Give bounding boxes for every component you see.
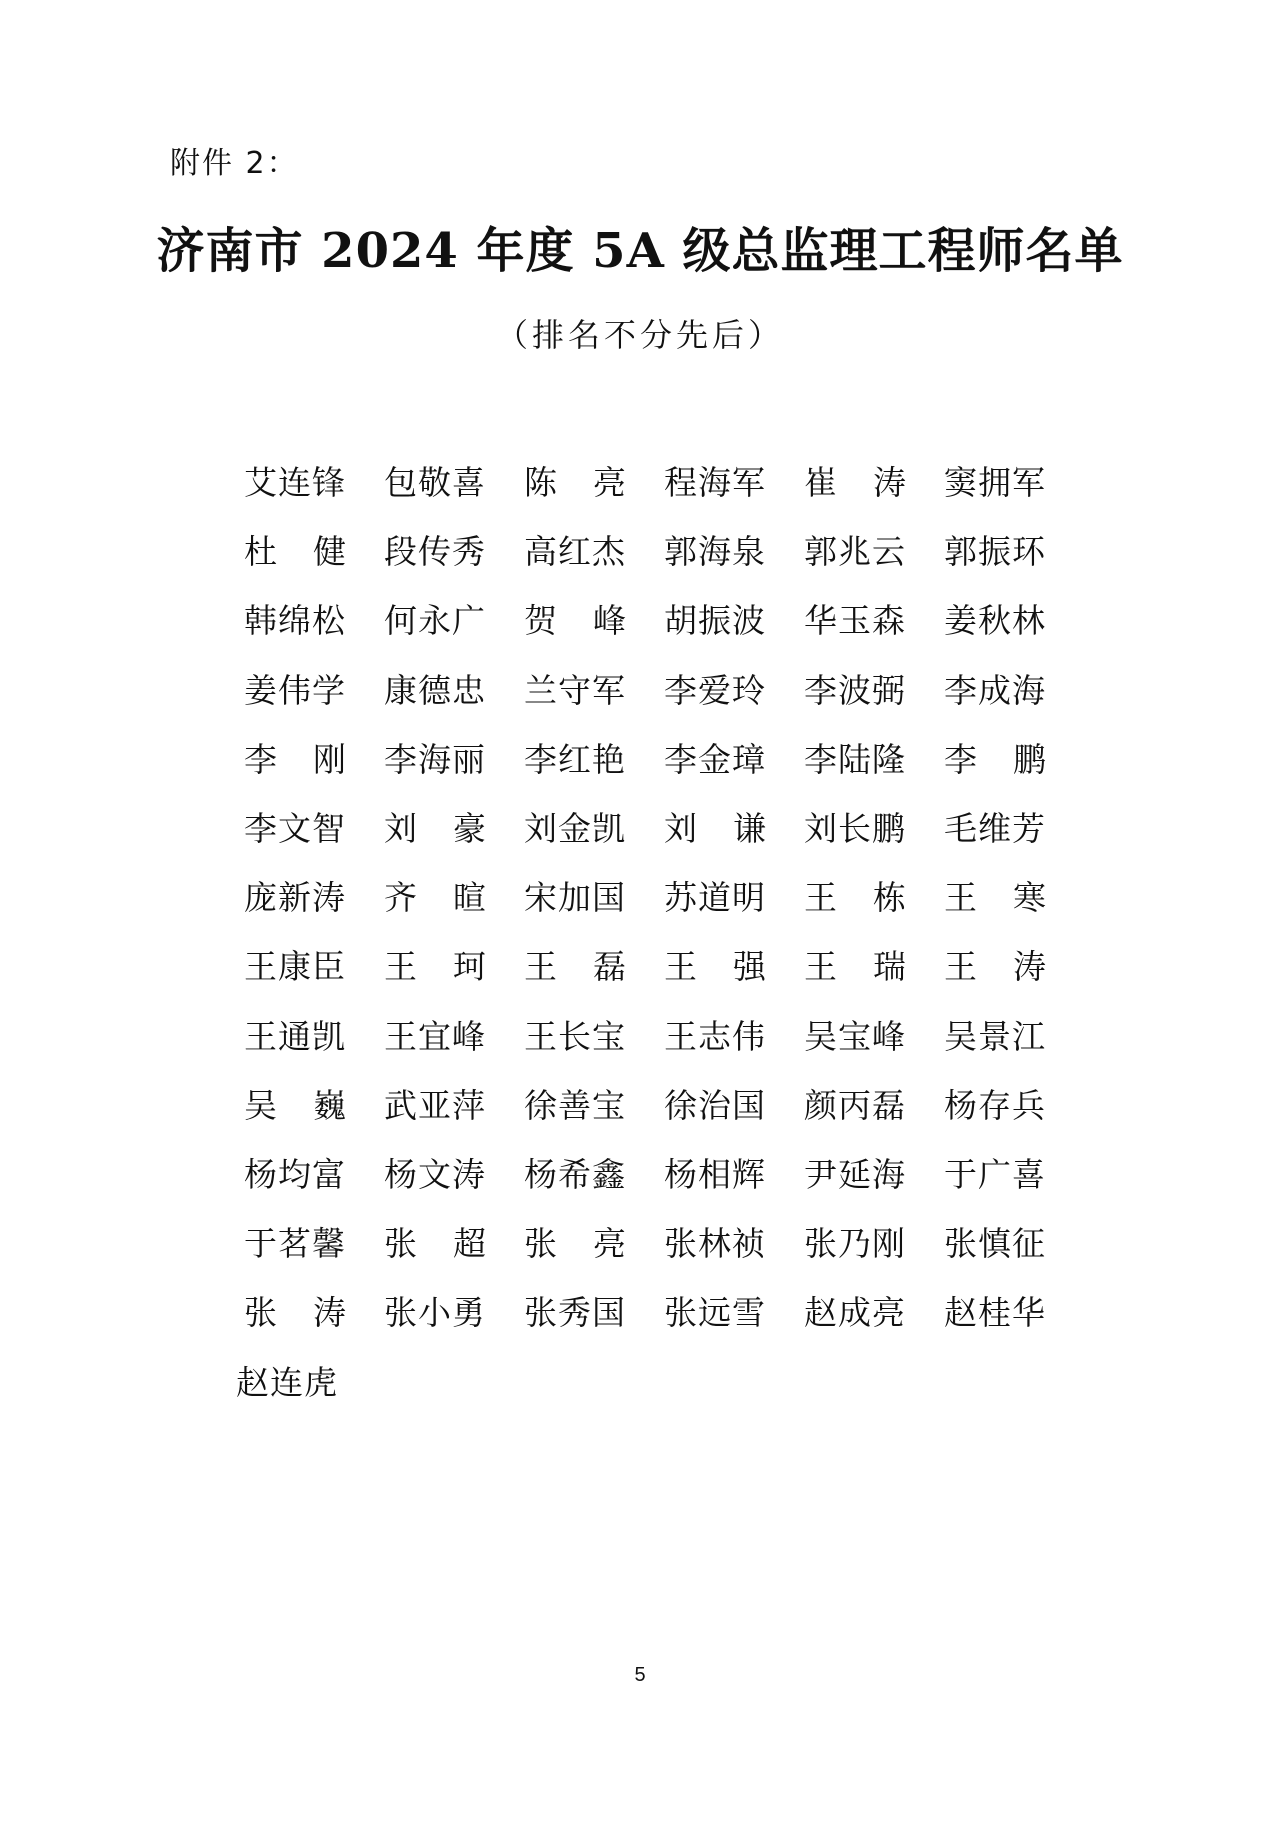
- name-entry: 赵成亮: [804, 1293, 906, 1333]
- name-entry: 张乃刚: [804, 1224, 906, 1264]
- document-title: 济南市 2024 年度 5A 级总监理工程师名单: [156, 223, 1124, 279]
- name-list: [236, 446, 1084, 1415]
- name-entry: 韩绵松: [244, 601, 346, 641]
- name-row: [244, 1207, 1084, 1276]
- name-entry: 杨希鑫: [524, 1154, 626, 1194]
- name-entry: 王 涛: [944, 947, 1046, 987]
- name-entry: 张远雪: [664, 1293, 766, 1333]
- name-entry: 李海丽: [384, 739, 486, 779]
- name-row: [244, 446, 1084, 515]
- name-entry: 李文智: [244, 809, 346, 849]
- name-entry: 徐治国: [664, 1085, 766, 1125]
- name-entry: 郭兆云: [804, 532, 906, 572]
- name-entry: 王长宝: [524, 1016, 626, 1056]
- name-row: [244, 654, 1084, 723]
- name-entry: 李陆隆: [804, 739, 906, 779]
- name-entry: 张林祯: [664, 1224, 766, 1264]
- name-entry: 姜秋林: [944, 601, 1046, 641]
- name-entry: 王 寒: [944, 878, 1046, 918]
- name-entry: 赵连虎: [236, 1362, 338, 1402]
- name-entry: 何永广: [384, 601, 486, 641]
- name-entry: 艾连锋: [244, 463, 346, 503]
- name-entry: 崔 涛: [804, 463, 906, 503]
- name-entry: 张小勇: [384, 1293, 486, 1333]
- name-entry: 齐 暄: [384, 878, 486, 918]
- name-entry: 张 亮: [524, 1224, 626, 1264]
- name-entry: 苏道明: [664, 878, 766, 918]
- name-entry: 杨相辉: [664, 1154, 766, 1194]
- name-entry: 李爱玲: [664, 670, 766, 710]
- name-row: [244, 723, 1084, 792]
- name-row: [244, 930, 1084, 999]
- name-row: [244, 1138, 1084, 1207]
- name-entry: 兰守军: [524, 670, 626, 710]
- name-entry: 尹延海: [804, 1154, 906, 1194]
- name-entry: 刘 谦: [664, 809, 766, 849]
- name-entry: 王通凯: [244, 1016, 346, 1056]
- name-entry: 李成海: [944, 670, 1046, 710]
- name-entry: 高红杰: [524, 532, 626, 572]
- name-entry: 吴景江: [944, 1016, 1046, 1056]
- name-entry: 王宜峰: [384, 1016, 486, 1056]
- name-entry: 程海军: [664, 463, 766, 503]
- name-entry: 宋加国: [524, 878, 626, 918]
- name-entry: 李红艳: [524, 739, 626, 779]
- attachment-label: 附件 2：: [170, 146, 299, 181]
- name-entry: 郭振环: [944, 532, 1046, 572]
- name-entry: 杜 健: [244, 532, 346, 572]
- name-row: [244, 584, 1084, 653]
- name-entry: 王 栋: [804, 878, 906, 918]
- name-entry: 王 磊: [524, 947, 626, 987]
- name-entry: 庞新涛: [244, 878, 346, 918]
- name-entry: 王 珂: [384, 947, 486, 987]
- name-entry: 颜丙磊: [804, 1085, 906, 1125]
- name-entry: 杨文涛: [384, 1154, 486, 1194]
- document-subtitle: （排名不分先后）: [495, 316, 784, 354]
- name-entry: 张 超: [384, 1224, 486, 1264]
- name-entry: 姜伟学: [244, 670, 346, 710]
- name-entry: 杨均富: [244, 1154, 346, 1194]
- name-entry: 张秀国: [524, 1293, 626, 1333]
- name-entry: 王康臣: [244, 947, 346, 987]
- name-row: [244, 792, 1084, 861]
- name-entry: 贺 峰: [524, 601, 626, 641]
- name-entry: 于广喜: [944, 1154, 1046, 1194]
- name-entry: 窦拥军: [944, 463, 1046, 503]
- name-row: [236, 1345, 1084, 1414]
- name-entry: 段传秀: [384, 532, 486, 572]
- name-entry: 康德忠: [384, 670, 486, 710]
- name-entry: 王志伟: [664, 1016, 766, 1056]
- name-entry: 吴 巍: [244, 1085, 346, 1125]
- name-entry: 徐善宝: [524, 1085, 626, 1125]
- name-entry: 李金璋: [664, 739, 766, 779]
- name-entry: 杨存兵: [944, 1085, 1046, 1125]
- name-entry: 毛维芳: [944, 809, 1046, 849]
- name-row: [244, 1069, 1084, 1138]
- name-entry: 陈 亮: [524, 463, 626, 503]
- name-entry: 胡振波: [664, 601, 766, 641]
- name-entry: 王 瑞: [804, 947, 906, 987]
- name-entry: 张 涛: [244, 1293, 346, 1333]
- name-row: [244, 1276, 1084, 1345]
- name-entry: 郭海泉: [664, 532, 766, 572]
- name-entry: 吴宝峰: [804, 1016, 906, 1056]
- name-entry: 张慎征: [944, 1224, 1046, 1264]
- name-entry: 于茗馨: [244, 1224, 346, 1264]
- name-entry: 刘金凯: [524, 809, 626, 849]
- page-number: 5: [634, 1664, 646, 1686]
- name-entry: 刘 豪: [384, 809, 486, 849]
- name-row: [244, 861, 1084, 930]
- name-entry: 李 鹏: [944, 739, 1046, 779]
- name-entry: 包敬喜: [384, 463, 486, 503]
- name-row: [244, 1000, 1084, 1069]
- name-entry: 王 强: [664, 947, 766, 987]
- name-entry: 李 刚: [244, 739, 346, 779]
- name-entry: 武亚萍: [384, 1085, 486, 1125]
- name-entry: 赵桂华: [944, 1293, 1046, 1333]
- name-row: [244, 515, 1084, 584]
- name-entry: 刘长鹏: [804, 809, 906, 849]
- name-entry: 华玉森: [804, 601, 906, 641]
- name-entry: 李波弼: [804, 670, 906, 710]
